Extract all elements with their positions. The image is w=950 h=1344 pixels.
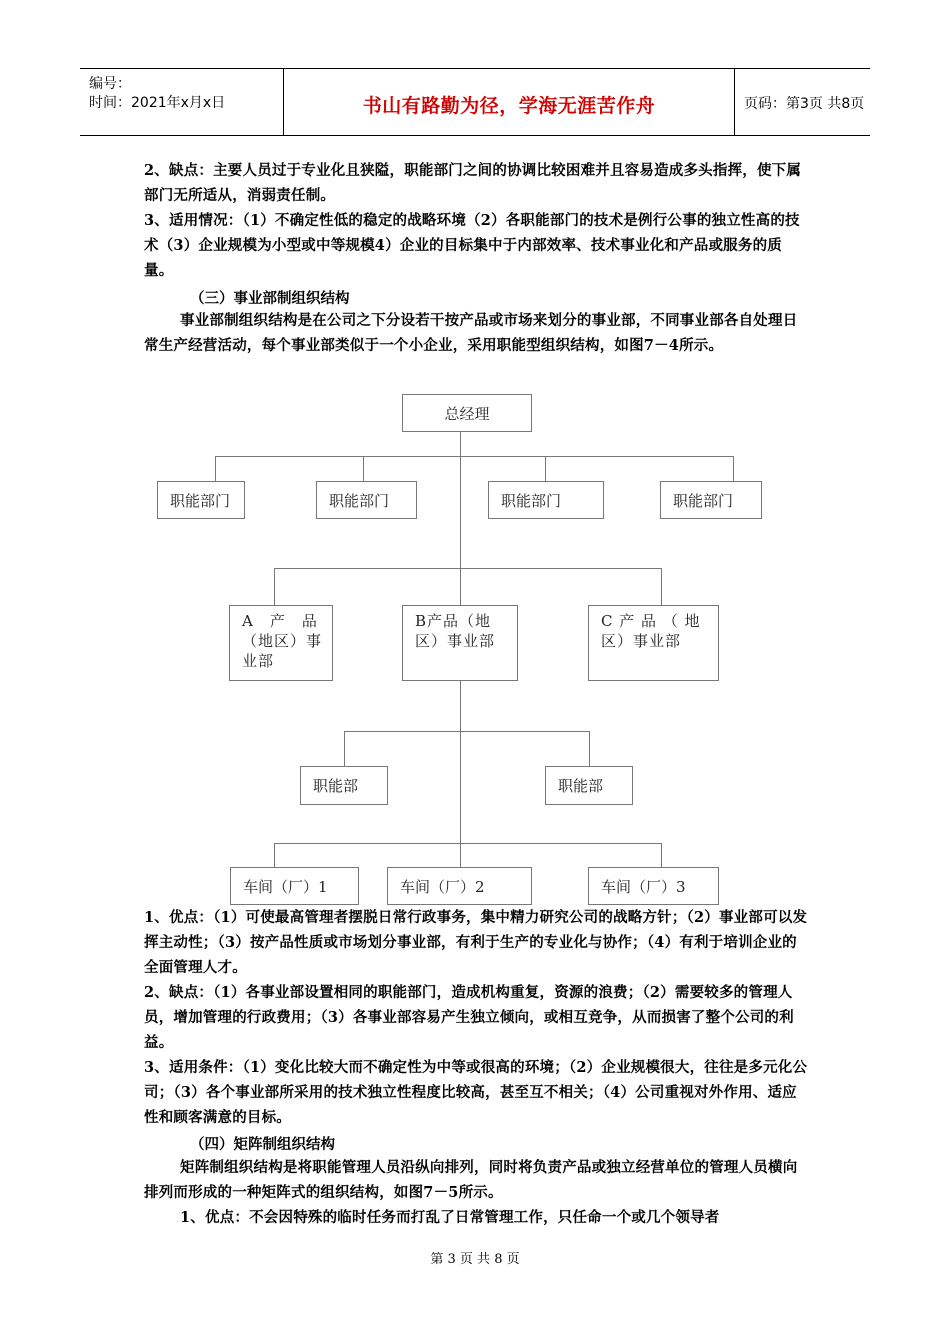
org-node-division-b: [402, 605, 518, 681]
org-node-func-dept-3: [488, 481, 604, 519]
org-node-label: B产品（地区）事业部: [415, 612, 496, 650]
org-node-label: 车间（厂）2: [400, 878, 485, 896]
org-node-label: 职能部门: [170, 492, 231, 510]
org-node-division-a: [229, 605, 333, 681]
header-page-label: 页码：第3页 共8页: [744, 96, 865, 112]
org-node-label: 车间（厂）1: [243, 878, 328, 896]
org-node-workshop-1: [230, 867, 359, 905]
paragraph-applicable-functional: 3、适用情况：（1）不确定性低的稳定的战略环境（2）各职能部门的技术是例行公事的独立性高的技术（3）企业规模为小型或中等规模4）企业的目标集中于内部效率、技术事业化和产品或服务的质量。: [144, 212, 800, 279]
page-footer: 第 3 页 共 8 页: [430, 1252, 520, 1267]
org-node-division-c: [588, 605, 719, 681]
paragraph-matrix-advantages: 1、优点：不会因特殊的临时任务而打乱了日常管理工作，只任命一个或几个领导者: [180, 1209, 720, 1226]
section-heading-3: （三）事业部制组织结构: [190, 290, 350, 307]
connector-ws-bus: [274, 843, 661, 844]
header-motto-cell: [284, 69, 735, 135]
connector-sub2: [589, 731, 590, 766]
paragraph-disadvantages-functional: 2、缺点：主要人员过于专业化且狭隘，职能部门之间的协调比较困难并且容易造成多头指挥，使下属部门无所适从，消弱责任制。: [144, 162, 802, 204]
paragraph-applicable-divisional: 3、适用条件：（1）变化比较大而不确定性为中等或很高的环境；（2）企业规模很大，往往是多元化公司；（3）各个事业部所采用的技术独立性程度比较高，甚至互不相关；（4）公司重视对外作用、适应性和顾客满意的目标。: [144, 1059, 808, 1126]
org-node-workshop-3: [588, 867, 719, 905]
paragraph-disadvantages-divisional: 2、缺点：（1）各事业部设置相同的职能部门，造成机构重复，资源的浪费；（2）需要较多的管理人员，增加管理的行政费用；（3）各事业部容易产生独立倾向，或相互竞争，从而损害了整个公司的利益。: [144, 984, 794, 1051]
connector-divC: [661, 568, 662, 606]
org-node-label: 职能部门: [329, 492, 390, 510]
doc-date-label: 时间：2021年x月x日: [89, 95, 226, 111]
org-node-label: A 产 品（地区）事业部: [242, 612, 323, 670]
org-node-func-dept-1: [157, 481, 245, 519]
paragraph-advantages-divisional: 1、优点：（1）可使最高管理者摆脱日常行政事务，集中精力研究公司的战略方针；（2）事业部可以发挥主动性；（3）按产品性质或市场划分事业部，有利于生产的专业化与协作；（4）有利于培训企业的全面管理人才。: [144, 909, 808, 976]
org-node-workshop-2: [387, 867, 532, 905]
org-node-sub-func-2: [545, 766, 633, 805]
connector-sub1: [344, 731, 345, 766]
header-info-cell: [80, 69, 284, 135]
section-heading-4: （四）矩阵制组织结构: [190, 1136, 335, 1153]
connector-func-bus: [215, 456, 733, 457]
paragraph-divisional-intro: 事业部制组织结构是在公司之下分设若干按产品或市场来划分的事业部，不同事业部各自处理日常生产经营活动，每个事业部类似于一个小企业，采用职能型组织结构，如图7－4所示。: [144, 312, 798, 354]
connector-ws1: [274, 843, 275, 868]
org-node-label: 职能部: [558, 777, 604, 795]
org-node-general-manager: [402, 394, 532, 432]
org-node-label: 总经理: [444, 405, 490, 423]
connector-func4: [733, 456, 734, 481]
org-node-func-dept-4: [660, 481, 762, 519]
connector-sub-bus: [344, 731, 589, 732]
connector-func2: [363, 456, 364, 481]
connector-ws3: [661, 843, 662, 868]
org-node-label: 车间（厂）3: [601, 878, 686, 896]
connector-divA: [274, 568, 275, 606]
org-node-label: 职能部: [313, 777, 359, 795]
paragraph-matrix-intro: 矩阵制组织结构是将职能管理人员沿纵向排列，同时将负责产品或独立经营单位的管理人员横向排列而形成的一种矩阵式的组织结构，如图7－5所示。: [144, 1159, 798, 1201]
connector-func1: [215, 456, 216, 481]
connector-div-bus: [274, 568, 661, 569]
connector-func3: [545, 456, 546, 481]
org-node-sub-func-1: [300, 766, 388, 805]
org-node-label: C 产 品 （ 地区）事业部: [601, 612, 701, 650]
org-node-func-dept-2: [316, 481, 417, 519]
org-node-label: 职能部门: [501, 492, 562, 510]
org-node-label: 职能部门: [673, 492, 734, 510]
doc-number-label: 编号：: [89, 76, 131, 92]
header-page-cell: [735, 69, 870, 135]
page-header: [80, 68, 870, 136]
header-motto: 书山有路勤为径，学海无涯苦作舟: [362, 95, 656, 117]
